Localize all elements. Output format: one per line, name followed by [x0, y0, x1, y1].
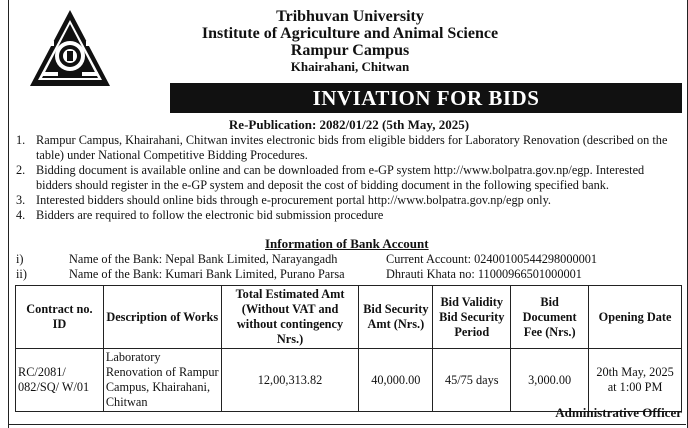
column-header: Contract no. ID — [16, 286, 104, 349]
column-header: Opening Date — [589, 286, 682, 349]
description-cell: Laboratory Renovation of Rampur Campus, Khairahani, Chitwan — [103, 349, 221, 412]
bank-name: Name of the Bank: Kumari Bank Limited, Purano Parsa — [69, 267, 345, 281]
list-item: 4. Bidders are required to follow the electronic bid submission procedure — [16, 208, 384, 222]
column-header: Total Estimated Amt (Without VAT and without contingency Nrs.) — [221, 286, 359, 349]
campus-name: Rampur Campus — [290, 42, 410, 59]
bank-info-heading: Information of Bank Account — [265, 236, 429, 251]
fee-cell: 3,000.00 — [511, 349, 589, 412]
amount-cell: 12,00,313.82 — [221, 349, 359, 412]
institute-name: Institute of Agriculture and Animal Science — [201, 25, 499, 42]
table-header-row — [16, 286, 682, 349]
table-row — [16, 349, 682, 412]
column-header: Bid Security Amt (Nrs.) — [359, 286, 433, 349]
column-header: Description of Works — [103, 286, 221, 349]
list-item: 3. Interested bidders should online bids through e-procurement portal http://www.bolpatra.gov.np/egp only. — [16, 193, 551, 207]
bid-table — [15, 285, 682, 412]
bank-row-number: ii) — [16, 267, 27, 281]
notice-items — [12, 133, 680, 223]
bank-account: Current Account: 02400100544298000001 — [386, 252, 598, 266]
column-header: Bid Document Fee (Nrs.) — [511, 286, 589, 349]
signatory: Administrative Officer — [555, 405, 682, 420]
validity-cell: 45/75 days — [433, 349, 511, 412]
bank-account: Dhrauti Khata no: 11000966501000001 — [386, 267, 582, 281]
university-name: Tribhuvan University — [276, 8, 424, 25]
campus-location: Khairahani, Chitwan — [290, 59, 410, 74]
contract-id-cell: RC/2081/ 082/SQ/ W/01 — [16, 349, 104, 412]
republication-date: Re-Publication: 2082/01/22 (5th May, 2025) — [228, 117, 470, 132]
notice-title-banner: INVIATION FOR BIDS — [170, 83, 682, 113]
university-emblem-icon — [28, 8, 112, 90]
divider — [8, 424, 686, 425]
bank-row-number: i) — [16, 252, 24, 266]
list-item: 2. Bidding document is available online and can be downloaded from e-GP system http://www.bolpatra.gov.np/egp. Interested bidders should register in the e-GP system and deposit the cost of bidding document in the following specified bank. — [16, 163, 645, 192]
column-header: Bid Validity Bid Security Period — [433, 286, 511, 349]
opening-date-cell: 20th May, 2025 at 1:00 PM — [589, 349, 682, 412]
list-item: 1. Rampur Campus, Khairahani, Chitwan invites electronic bids from eligible bidders for Laboratory Renovation (described on the table) under National Competitive Bidding Procedures. — [16, 133, 668, 162]
bank-name: Name of the Bank: Nepal Bank Limited, Narayangadh — [69, 252, 338, 266]
security-cell: 40,000.00 — [359, 349, 433, 412]
